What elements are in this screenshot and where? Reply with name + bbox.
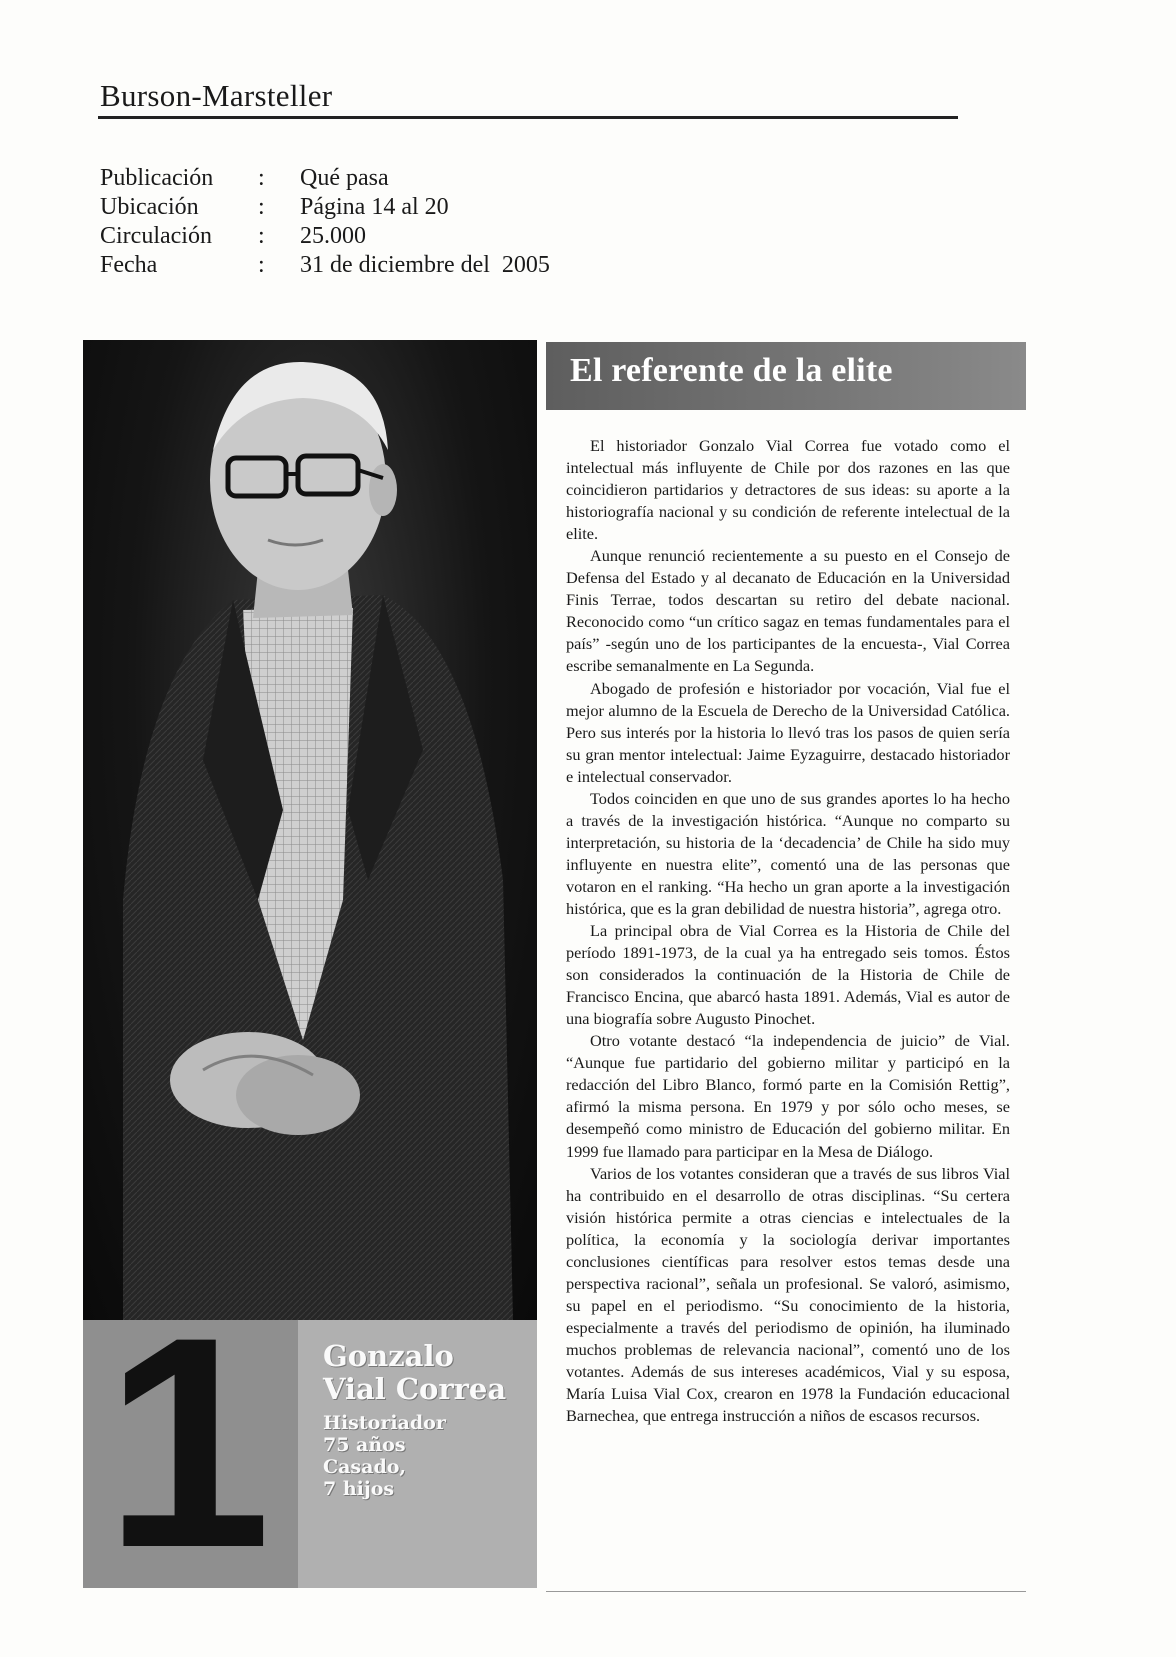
headline-banner bbox=[546, 342, 1026, 410]
article-body bbox=[566, 435, 1010, 1427]
portrait-photo bbox=[83, 340, 537, 1320]
profile-children: 7 hijos bbox=[323, 1478, 395, 1500]
meta-value: Qué pasa bbox=[300, 165, 389, 191]
article-paragraph: La principal obra de Vial Correa es la Historia de Chile del período 1891-1973, de la cual ya ha entregado seis tomos. Éstos son considerados la continuación de la Historia de Chile de Francisco Encina, que abarcó hasta 1891. Además, Vial es autor de una biografía sobre Augusto Pinochet. bbox=[566, 921, 1010, 1029]
profile-age: 75 años bbox=[323, 1434, 406, 1456]
article-paragraph: Todos coinciden en que uno de sus grandes aportes lo ha hecho a través de la investigación histórica. “Aunque no comparto su interpretación, su historia de la ‘decadencia’ de Chile ha sido muy influyente en nuestra elite”, comentó una de las personas que votaron en el ranking. “Ha hecho un gran aporte a la investigación histórica, que es la gran debilidad de nuestra historia”, agrega otro. bbox=[566, 788, 1010, 918]
meta-value: 31 de diciembre del 2005 bbox=[300, 252, 550, 278]
profile-name bbox=[323, 1340, 506, 1406]
article-paragraph: El historiador Gonzalo Vial Correa fue votado como el intelectual más influyente de Chile por dos razones en las que coincidieron partidarios y detractores de sus ideas: su aporte a la historiografía nacional y su condición de referente intelectual de la elite. bbox=[566, 436, 1010, 544]
article-headline: El referente de la elite bbox=[570, 352, 893, 389]
meta-label: Fecha bbox=[100, 252, 158, 278]
article-paragraph: Aunque renunció recientemente a su puesto en el Consejo de Defensa del Estado y al decanato de Educación en la Universidad Finis Terrae, todos descartan su retiro del debate nacional. Reconocido como “un crítico sagaz en temas fundamentales para el país” -según uno de los participantes de la encuesta-, Vial Correa escribe semanalmente en La Segunda. bbox=[566, 546, 1010, 676]
article-bottom-rule bbox=[546, 1591, 1026, 1592]
profile-badge bbox=[83, 1274, 537, 1610]
meta-row-publication bbox=[100, 164, 550, 193]
article-paragraph: Otro votante destacó “la independencia de juicio” de Vial. “Aunque fue partidario del gobierno militar y participó en la redacción del Libro Blanco, formó parte en la Comisión Rettig”, afirmó la misma persona. En 1979 y por sólo ocho meses, se desempeñó como ministro de Educación del gobierno militar. En 1999 fue llamado para participar en la Mesa de Diálogo. bbox=[566, 1031, 1010, 1161]
profile-details bbox=[323, 1412, 446, 1500]
meta-row-location bbox=[100, 193, 550, 222]
clipping-metadata bbox=[100, 164, 550, 280]
profile-occupation: Historiador bbox=[323, 1412, 446, 1434]
meta-separator: : bbox=[258, 252, 265, 278]
profile-first-name: Gonzalo bbox=[323, 1339, 454, 1373]
header-divider bbox=[98, 116, 958, 119]
meta-value: Página 14 al 20 bbox=[300, 194, 449, 220]
meta-row-circulation bbox=[100, 222, 550, 251]
meta-label: Ubicación bbox=[100, 194, 199, 220]
meta-label: Publicación bbox=[100, 165, 214, 191]
meta-value: 25.000 bbox=[300, 223, 366, 249]
meta-separator: : bbox=[258, 194, 265, 220]
profile-marital-status: Casado, bbox=[323, 1456, 407, 1478]
profile-last-name: Vial Correa bbox=[323, 1372, 507, 1406]
rank-number: 1 bbox=[104, 1274, 272, 1610]
meta-separator: : bbox=[258, 223, 265, 249]
portrait-illustration bbox=[83, 340, 537, 1320]
meta-label: Circulación bbox=[100, 223, 212, 249]
article-paragraph: Abogado de profesión e historiador por vocación, Vial fue el mejor alumno de la Escuela de Derecho de la Universidad Católica. Pero sus interés por la historia lo llevó tras los pasos de quien sería su gran mentor intelectual: Jaime Eyzaguirre, destacado historiador e intelectual conservador. bbox=[566, 678, 1010, 786]
article-paragraph: Varios de los votantes consideran que a través de sus libros Vial ha contribuido en el desarrollo de otras disciplinas. “Su certera visión histórica permite a otras ciencias e intelectuales de la política, la economía y la sociología derivar importantes conclusiones científicas para resolver estos temas desde una perspectiva racional”, señala un profesional. Se valoró, asimismo, su papel en el periodismo. “Su conocimiento de la historia, especialmente a través del periodismo de opinión, ha iluminado muchos problemas de relevancia nacional”, comentó uno de los votantes. Además de sus intereses académicos, Vial y su esposa, María Luisa Vial Cox, crearon en 1978 la Fundación educacional Barnechea, que entrega instrucción a niños de escasos recursos. bbox=[566, 1163, 1010, 1426]
meta-separator: : bbox=[258, 165, 265, 191]
meta-row-date bbox=[100, 251, 550, 280]
agency-name: Burson-Marsteller bbox=[100, 78, 333, 113]
